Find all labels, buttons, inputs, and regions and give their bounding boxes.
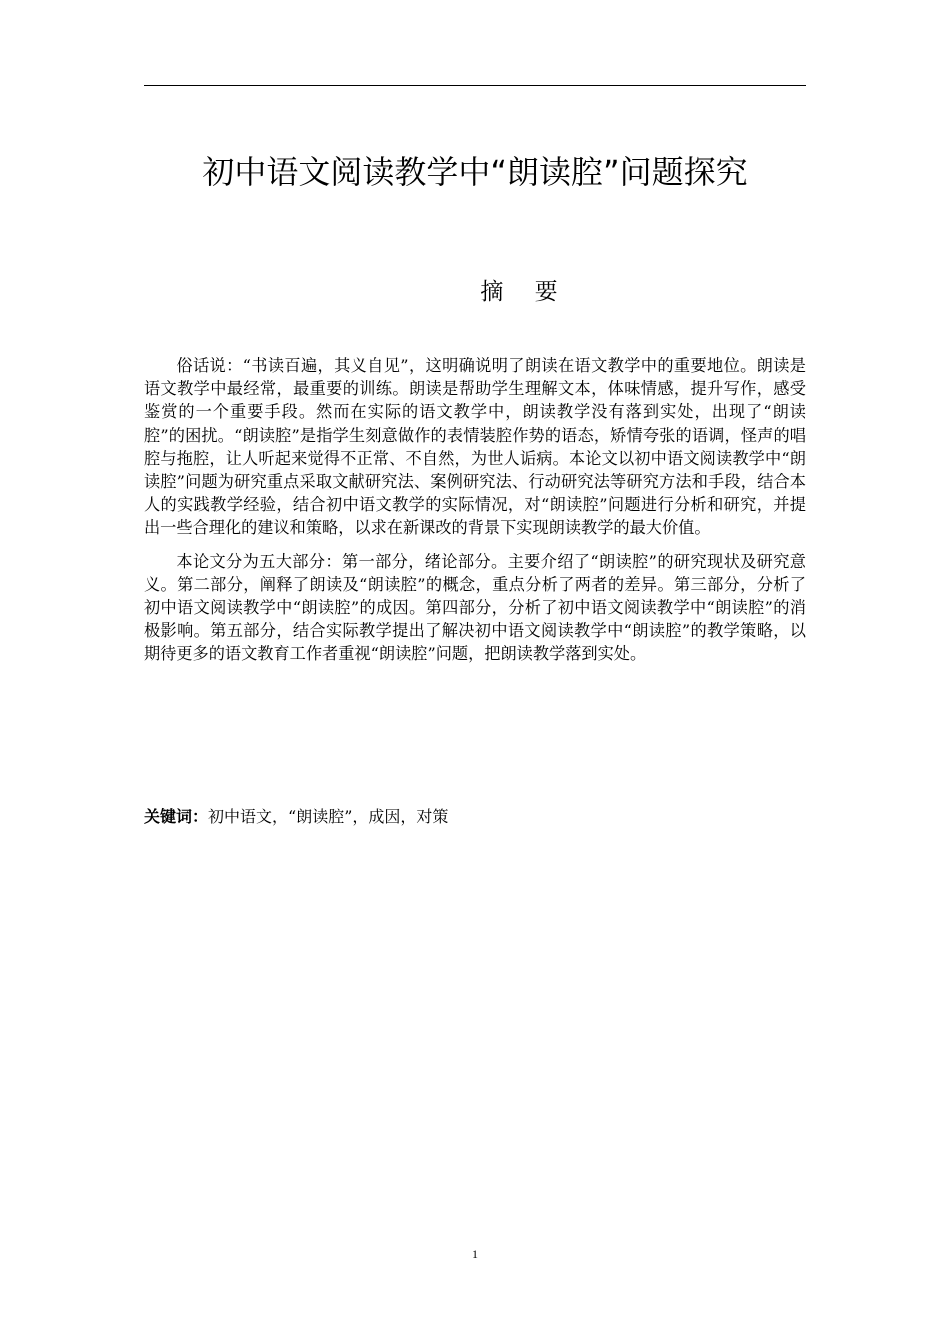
abstract-paragraph: 本论文分为五大部分：第一部分，绪论部分。主要介绍了“朗读腔”的研究现状及研究意义。第二部分，阐释了朗读及“朗读腔”的概念，重点分析了两者的差异。第三部分，分析了初中语文阅读教学中“朗读腔”的成因。第四部分，分析了初中语文阅读教学中“朗读腔”的消极影响。第五部分，结合实际教学提出了解决初中语文阅读教学中“朗读腔”的教学策略，以期待更多的语文教育工作者重视“朗读腔”问题，把朗读教学落到实处。 (144, 551, 806, 664)
keywords-line (144, 805, 806, 829)
abstract-paragraph: 俗话说：“书读百遍，其义自见”，这明确说明了朗读在语文教学中的重要地位。朗读是语文教学中最经常，最重要的训练。朗读是帮助学生理解文本，体味情感，提升写作，感受鉴赏的一个重要手段。然而在实际的语文教学中，朗读教学没有落到实处，出现了“朗读腔”的困扰。“朗读腔”是指学生刻意做作的表情装腔作势的语态，矫情夸张的语调，怪声的唱腔与拖腔，让人听起来觉得不正常、不自然，为世人诟病。本论文以初中语文阅读教学中“朗读腔”问题为研究重点采取文献研究法、案例研究法、行动研究法等研究方法和手段，结合本人的实践教学经验，结合初中语文教学的实际情况，对“朗读腔”问题进行分析和研究，并提出一些合理化的建议和策略，以求在新课改的背景下实现朗读教学的最大价值。 (144, 356, 806, 538)
keywords-label: 关键词： (144, 807, 209, 826)
keywords-text: 初中语文，“朗读腔”，成因，对策 (208, 807, 449, 826)
abstract-heading: 摘 要 (480, 279, 570, 305)
page-number: 1 (472, 1247, 478, 1261)
abstract-body (144, 354, 806, 676)
header-rule (144, 85, 806, 86)
paper-title: 初中语文阅读教学中“朗读腔”问题探究 (202, 153, 748, 191)
